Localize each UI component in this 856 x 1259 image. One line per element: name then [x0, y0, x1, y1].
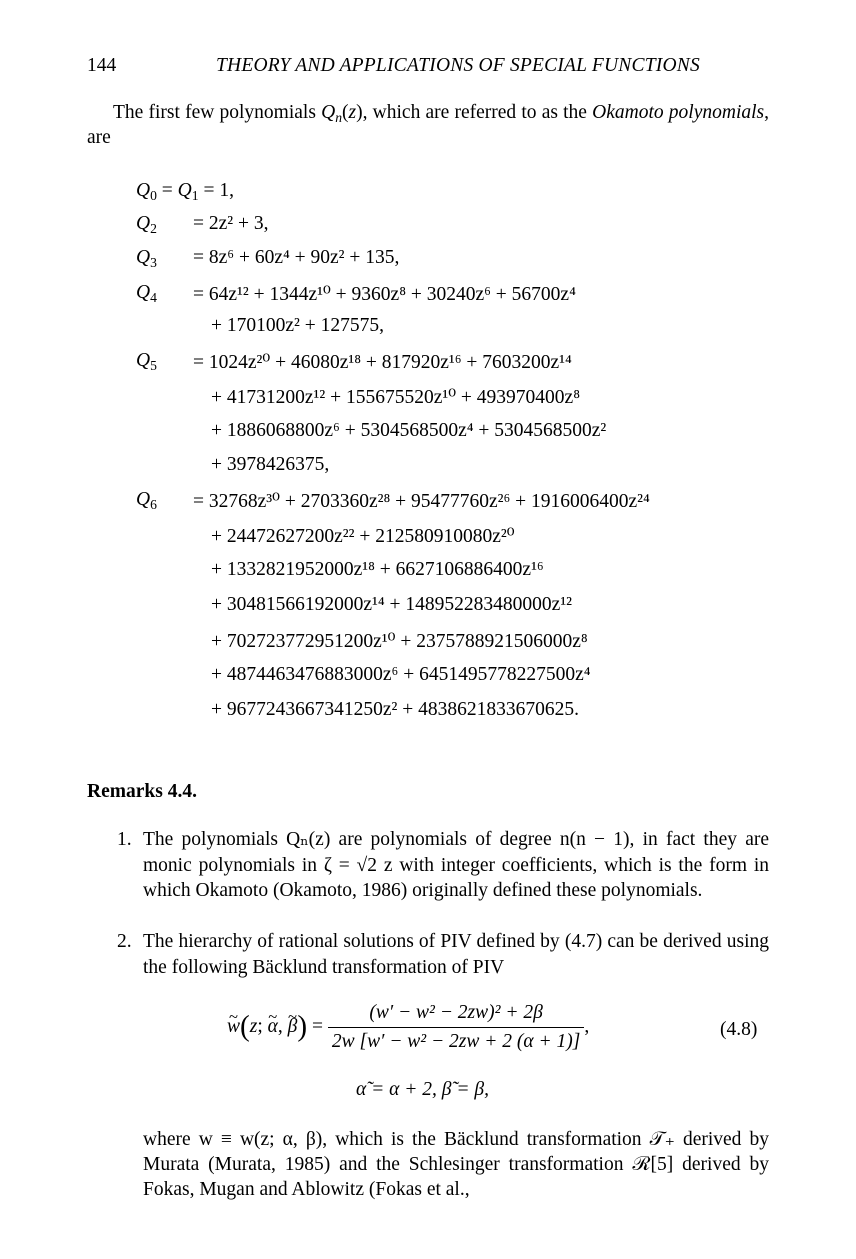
- eq-q4-line1: = 64z¹² + 1344z¹⁰ + 9360z⁸ + 30240z⁶ + 56700z⁴: [193, 284, 576, 305]
- eq-q6-line4: + 30481566192000z¹⁴ + 148952283480000z¹²: [211, 594, 573, 615]
- remark-item-1: [117, 827, 769, 904]
- eq-q5-label: $Q_5$: [136, 350, 157, 374]
- remark-item-1-text: The polynomials Qₙ(z) are polynomials of degree n(n − 1), in fact they are monic polynomials in ζ = √2 z with integer coefficients, which is the form in which Okamoto (Okamoto, 1986) originally defined these polynomials.: [143, 829, 769, 901]
- eq-q5-line1: = 1024z²⁰ + 46080z¹⁸ + 817920z¹⁶ + 7603200z¹⁴: [193, 352, 572, 373]
- eq-q6-line7: + 9677243667341250z² + 4838621833670625.: [211, 699, 579, 720]
- backlund-fraction: [328, 1002, 585, 1053]
- eq-q5-line2: + 41731200z¹² + 155675520z¹⁰ + 493970400z⁸: [211, 387, 580, 408]
- remark-item-2-text: The hierarchy of rational solutions of PIV defined by (4.7) can be derived using the following Bäcklund transformation of PIV: [143, 931, 769, 978]
- eq-q3-label: $Q_3$: [136, 247, 157, 271]
- intro-paragraph: The first few polynomials $Q_n(z)$, which are referred to as the Okamoto polynomials, are: [87, 102, 769, 148]
- eq-q6-label: $Q_6$: [136, 489, 157, 513]
- eq-q5-line3: + 1886068800z⁶ + 5304568500z⁴ + 5304568500z²: [211, 420, 607, 441]
- eq-q6-line2: + 24472627200z²² + 212580910080z²⁰: [211, 526, 515, 547]
- eq-q4-line2: + 170100z² + 127575,: [211, 315, 384, 336]
- eq-q4-label: $Q_4$: [136, 282, 157, 306]
- remark-item-1-number: 1.: [117, 829, 132, 850]
- eq-q6-line1: = 32768z³⁰ + 2703360z²⁸ + 95477760z²⁶ + 1916006400z²⁴: [193, 491, 650, 512]
- intro-emphasis: Okamoto polynomials: [592, 102, 765, 123]
- remark-item-2: [117, 929, 769, 980]
- equation-label: (4.8): [720, 1019, 758, 1040]
- eq-q2-label: $Q_2$: [136, 213, 157, 237]
- intro-part2: , which are referred to as the: [362, 102, 593, 123]
- remarks-heading: Remarks 4.4.: [87, 781, 197, 802]
- eq-q3: = 8z⁶ + 60z⁴ + 90z² + 135,: [193, 247, 400, 268]
- eq-q2: = 2z² + 3,: [193, 213, 269, 234]
- eq-q5-line4: + 3978426375,: [211, 454, 330, 475]
- backlund-denominator: 2w [w′ − w² − 2zw + 2 (α + 1)]: [328, 1027, 585, 1053]
- backlund-formula: ~ w(z; ~ α, ~ β) = $\frac{\text{(w′ − w² − 2zw)² + 2β}}{\text{2w [w′ − w² − 2zw + 2 (α + 1)]}}$ ,: [227, 1002, 589, 1053]
- remark-item-2-number: 2.: [117, 931, 132, 952]
- closing-paragraph: where w ≡ w(z; α, β), which is the Bäcklund transformation 𝒯₊ derived by Murata (Murata, 1985) and the Schlesinger transformation ℛ[5] derived by Fokas, Mugan and Ablowitz (Fokas et al.,: [143, 1129, 769, 1200]
- eq-q6-line6: + 4874463476883000z⁶ + 6451495778227500z⁴: [211, 664, 591, 685]
- running-title: THEORY AND APPLICATIONS OF SPECIAL FUNCTIONS: [216, 55, 700, 76]
- backlund-numerator: (w′ − w² − 2zw)² + 2β: [369, 1002, 543, 1023]
- intro-part1: The first few polynomials: [113, 102, 322, 123]
- eq-q6-line3: + 1332821952000z¹⁸ + 6627106886400z¹⁶: [211, 559, 544, 580]
- page-number: 144: [87, 55, 117, 76]
- backlund-params: α̃ = α + 2, β̃ = β,: [356, 1079, 489, 1100]
- eq-q6-line5: + 702723772951200z¹⁰ + 2375788921506000z⁸: [211, 631, 588, 652]
- intro-part3: , are: [87, 102, 769, 148]
- eq-q0q1: $Q_0 = Q_1 = 1$,: [136, 180, 234, 204]
